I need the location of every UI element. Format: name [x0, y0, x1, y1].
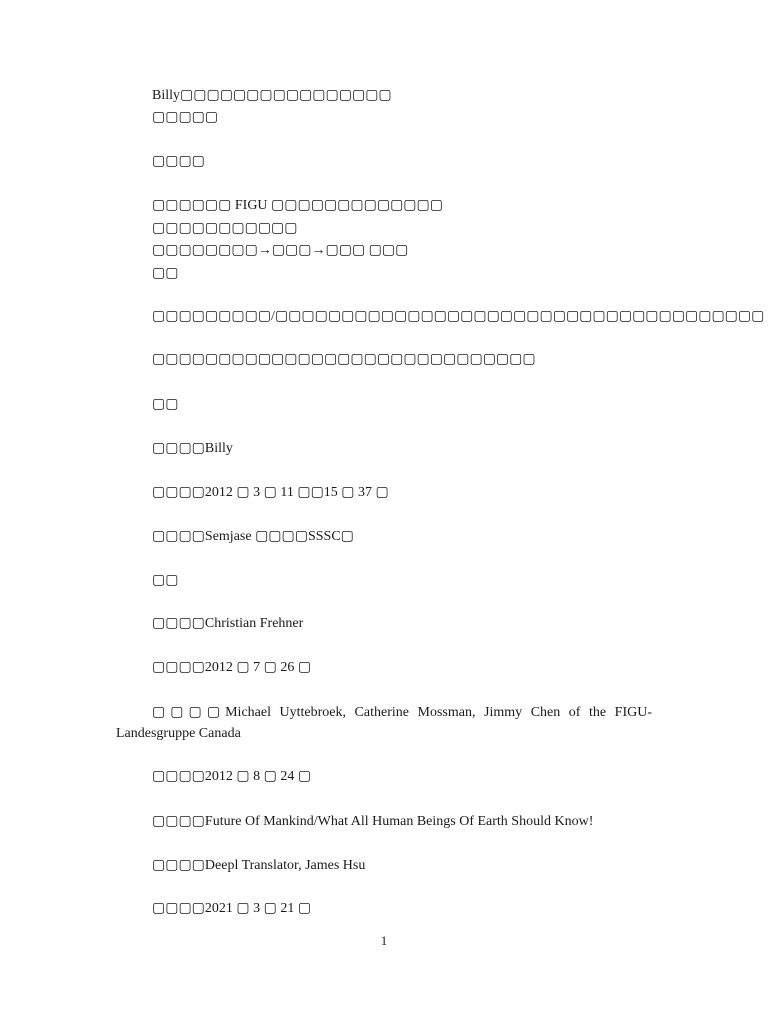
notice-line-1: ▢▢▢▢▢▢ FIGU ▢▢▢▢▢▢▢▢▢▢▢▢▢ [152, 198, 443, 213]
chinese-translator-line: ▢▢▢▢Deepl Translator, James Hsu [152, 858, 366, 873]
author-line: ▢▢▢▢Billy [152, 441, 233, 456]
source-line: ▢▢▢▢Semjase ▢▢▢▢SSSC▢ [152, 529, 354, 544]
page-number: 1 [380, 933, 388, 948]
notice-paragraph-1: ▢▢▢▢▢▢▢▢▢/▢▢▢▢▢▢▢▢▢▢▢▢▢▢▢▢▢▢▢▢▢▢▢▢▢▢▢▢▢▢▢▢▢▢▢▢▢ [152, 309, 765, 324]
notice-line-2: ▢▢▢▢▢▢▢▢▢▢▢ [152, 221, 298, 236]
editor-line: ▢▢▢▢Christian Frehner [152, 616, 304, 631]
section-heading-original: ▢▢ [152, 397, 179, 412]
notice-paragraph-2: ▢▢▢▢▢▢▢▢▢▢▢▢▢▢▢▢▢▢▢▢▢▢▢▢▢▢▢▢▢ [152, 352, 536, 367]
intro-line-1: Billy▢▢▢▢▢▢▢▢▢▢▢▢▢▢▢▢ [152, 88, 392, 103]
notice-line-4: ▢▢ [152, 266, 179, 281]
edit-date-line: ▢▢▢▢2012 ▢ 7 ▢ 26 ▢ [152, 660, 312, 675]
english-title-line: ▢▢▢▢Future Of Mankind/What All Human Beings Of Earth Should Know! [152, 814, 594, 829]
translators-paragraph: ▢▢▢▢Michael Uyttebroek, Catherine Mossman, Jimmy Chen of the FIGU-Landesgruppe Canada [116, 705, 652, 741]
section-heading-translation: ▢▢ [152, 573, 179, 588]
chinese-date-line: ▢▢▢▢2021 ▢ 3 ▢ 21 ▢ [152, 901, 312, 916]
intro-line-3: ▢▢▢▢ [152, 154, 205, 169]
original-date-line: ▢▢▢▢2012 ▢ 3 ▢ 11 ▢▢15 ▢ 37 ▢ [152, 485, 389, 500]
intro-line-2: ▢▢▢▢▢ [152, 110, 219, 125]
notice-line-3: ▢▢▢▢▢▢▢▢→▢▢▢→▢▢▢ ▢▢▢ [152, 243, 409, 258]
translation-date-line: ▢▢▢▢2012 ▢ 8 ▢ 24 ▢ [152, 769, 312, 784]
